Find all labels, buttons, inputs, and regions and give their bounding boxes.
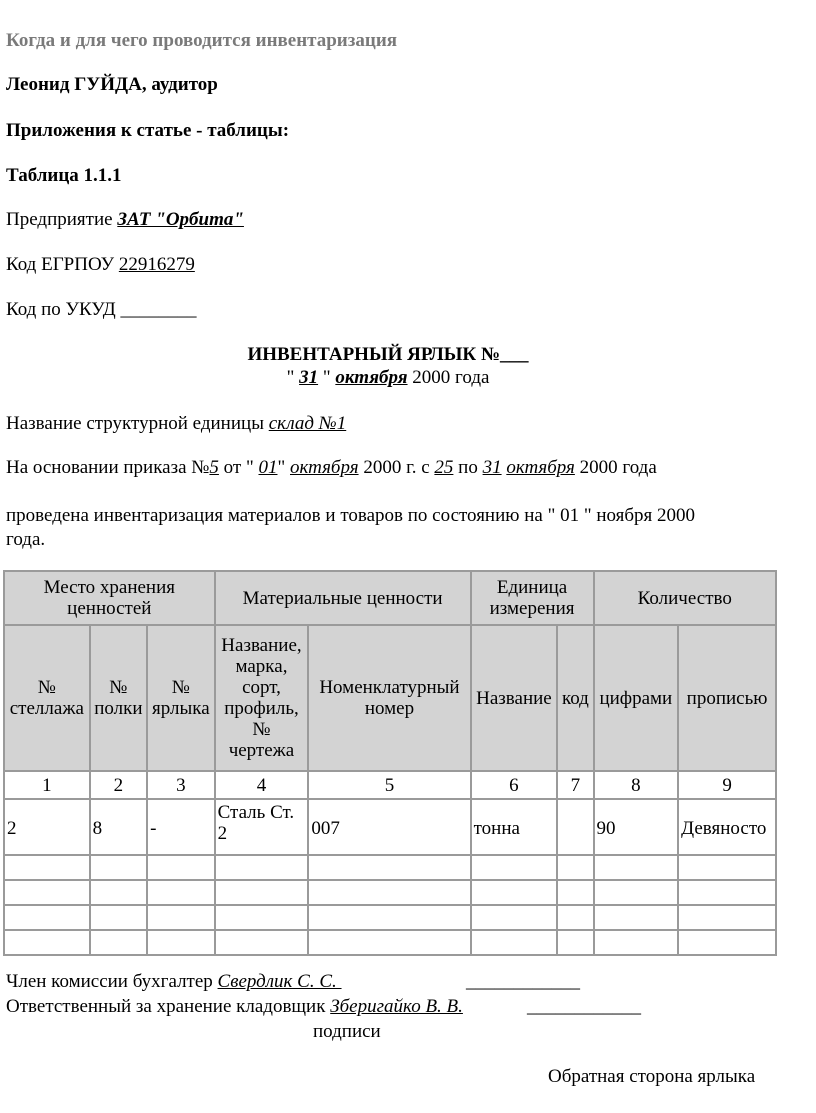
inventory-text-line2: года. [6, 529, 46, 550]
document-title: ИНВЕНТАРНЫЙ ЯРЛЫК №___ [247, 344, 529, 365]
header-unit-code: код [557, 625, 593, 771]
unit-line [6, 413, 346, 435]
date-year: 2000 года [407, 367, 490, 388]
enterprise-label: Предприятие [6, 209, 113, 230]
document-date [0, 367, 776, 389]
order-text-3: " [277, 457, 290, 478]
date-day: 31 [299, 367, 319, 388]
order-text-4: 2000 г. с [358, 457, 435, 478]
column-number: 3 [147, 771, 215, 799]
ukud-label: Код по УКУД [6, 299, 116, 320]
signatures-caption: подписи [313, 1021, 381, 1042]
ukud-value: ________ [120, 299, 197, 320]
order-day: 01 [258, 457, 278, 478]
order-text-5: по [453, 457, 483, 478]
responsible-person-label: Ответственный за хранение кладовщик [6, 996, 326, 1017]
commission-member-signature-line: ____________ [466, 971, 580, 992]
article-subtitle: Когда и для чего проводится инвентаризация [6, 30, 398, 51]
header-shelf: № полки [90, 625, 147, 771]
column-number: 6 [471, 771, 558, 799]
order-month: октября [290, 457, 359, 478]
order-text-2: от " [218, 457, 259, 478]
column-number: 4 [215, 771, 309, 799]
order-to-month: октября [506, 457, 575, 478]
order-line [6, 457, 657, 479]
cell-qty-digits: 90 [594, 799, 679, 855]
column-number: 2 [90, 771, 147, 799]
cell-unit-code [557, 799, 593, 855]
header-rack: № стеллажа [4, 625, 90, 771]
egrpou-value: 22916279 [118, 254, 195, 275]
column-number-row [4, 771, 776, 799]
table-row-empty [4, 930, 776, 955]
egrpou-label: Код ЕГРПОУ [6, 254, 115, 275]
header-unit-name: Название [471, 625, 558, 771]
column-number: 7 [557, 771, 593, 799]
responsible-person-name: Зберигайко В. В. [330, 996, 463, 1017]
cell-name: Сталь Ст. 2 [215, 799, 309, 855]
header-qty-words: прописью [678, 625, 776, 771]
commission-member-line [6, 971, 342, 993]
table-row [4, 799, 776, 855]
date-quote-close: " [318, 367, 336, 388]
enterprise-line [6, 209, 244, 231]
header-unit: Единица измерения [471, 571, 594, 625]
cell-rack: 2 [4, 799, 90, 855]
appendix-heading: Приложения к статье - таблицы: [6, 120, 290, 141]
responsible-signature-line: ____________ [527, 996, 641, 1017]
unit-value: склад №1 [268, 413, 347, 434]
order-text-7: 2000 года [574, 457, 657, 478]
table-group-header-row [4, 571, 776, 625]
column-number: 8 [594, 771, 679, 799]
inventory-text-line1: проведена инвентаризация материалов и товаров по состоянию на " 01 " ноября 2000 [6, 505, 696, 526]
column-number: 9 [678, 771, 776, 799]
cell-label: - [147, 799, 215, 855]
order-to-day: 31 [482, 457, 502, 478]
date-month: октября [335, 367, 408, 388]
inventory-table [3, 570, 777, 956]
header-quantity: Количество [594, 571, 776, 625]
egrpou-line [6, 254, 195, 276]
table-row-empty [4, 880, 776, 905]
header-nomenclature: Номенклатурный номер [308, 625, 470, 771]
table-number: Таблица 1.1.1 [6, 165, 122, 186]
header-qty-digits: цифрами [594, 625, 679, 771]
reverse-side-label: Обратная сторона ярлыка [548, 1066, 756, 1087]
commission-member-name: Свердлик С. С. [217, 971, 342, 992]
cell-qty-words: Девяносто [678, 799, 776, 855]
unit-label: Название структурной единицы [6, 413, 264, 434]
order-from-day: 25 [434, 457, 454, 478]
ukud-line [6, 299, 197, 321]
table-sub-header-row [4, 625, 776, 771]
cell-unit-name: тонна [471, 799, 558, 855]
commission-member-label: Член комиссии бухгалтер [6, 971, 213, 992]
order-text-1: На основании приказа № [6, 457, 210, 478]
author-line: Леонид ГУЙДА, аудитор [6, 74, 218, 95]
header-storage: Место хранения ценностей [4, 571, 215, 625]
responsible-person-line [6, 996, 463, 1018]
table-row-empty [4, 905, 776, 930]
cell-shelf: 8 [90, 799, 147, 855]
enterprise-value: ЗАТ "Орбита" [117, 209, 244, 230]
header-materials: Материальные ценности [215, 571, 471, 625]
header-label: № ярлыка [147, 625, 215, 771]
header-name: Название, марка, сорт, профиль, № чертежа [215, 625, 309, 771]
column-number: 1 [4, 771, 90, 799]
column-number: 5 [308, 771, 470, 799]
cell-nomenclature: 007 [308, 799, 470, 855]
table-row-empty [4, 855, 776, 880]
order-number: 5 [209, 457, 219, 478]
date-quote-open: " [286, 367, 300, 388]
